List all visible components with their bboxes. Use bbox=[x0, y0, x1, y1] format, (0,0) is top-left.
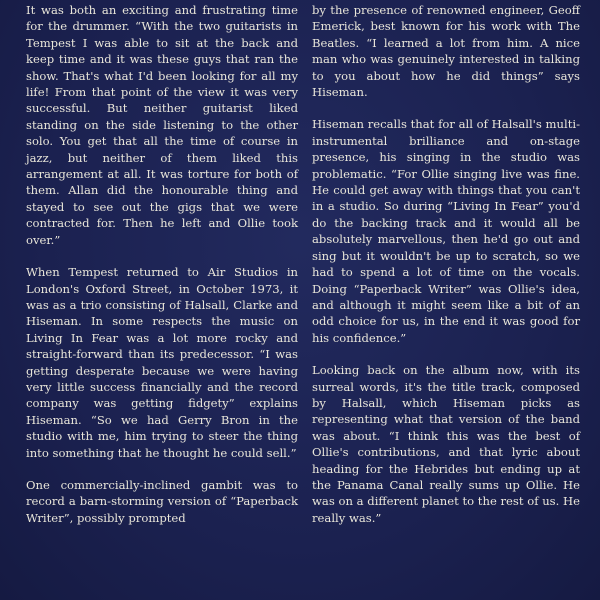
left-column bbox=[26, 2, 298, 542]
paragraph: When Tempest returned to Air Studios in London's Oxford Street, in October 1973, it was as a trio consisting of Halsall, Clarke and Hiseman. In some respects the music on Living In Fear was a lot more rocky and straight-forward than its predecessor. “I was getting desperate because we were having very little success financially and the record company was getting fidgety” explains Hiseman. “So we had Gerry Bron in the studio with me, him trying to steer the thing into something that he thought he could sell.” bbox=[26, 265, 298, 460]
right-column bbox=[312, 2, 580, 542]
paragraph: Looking back on the album now, with its surreal words, it's the title track, composed by Halsall, which Hiseman picks as representing what that version of the band was about. “I think this was the best of Ollie's contributions, and that lyric about heading for the Hebrides but ending up at the Panama Canal really sums up Ollie. He was on a different planet to the rest of us. He really was.” bbox=[312, 363, 580, 525]
paragraph: Hiseman recalls that for all of Halsall's multi-instrumental brilliance and on-stage presence, his singing in the studio was problematic. “For Ollie singing live was fine. He could get away with things that you can't in a studio. So during “Living In Fear” you'd do the backing track and it would all be absolutely marvellous, then he'd go out and sing but it wouldn't be up to scratch, so we had to spend a lot of time on the vocals. Doing “Paperback Writer” was Ollie's idea, and although it might seem like a bit of an odd choice for us, in the end it was good for his confidence.” bbox=[312, 117, 580, 345]
paragraph: One commercially-inclined gambit was to record a barn-storming version of “Paperback Writer”, possibly prompted bbox=[26, 477, 298, 525]
paragraph: It was both an exciting and frustrating time for the drummer. “With the two guitarists in Tempest I was able to sit at the back and keep time and it was these guys that ran the show. That's what I'd been looking for all my life! From that point of the view it was very successful. But neither guitarist liked standing on the side listening to the other solo. You get that all the time of course in jazz, but neither of them liked this arrangement at all. It was torture for both of them. Allan did the honourable thing and stayed to see out the gigs that we were contracted for. Then he left and Ollie took over.” bbox=[26, 3, 298, 247]
paragraph: by the presence of renowned engineer, Geoff Emerick, best known for his work with The Beatles. “I learned a lot from him. A nice man who was genuinely interested in talking to you about how he did things” says Hiseman. bbox=[312, 3, 580, 100]
